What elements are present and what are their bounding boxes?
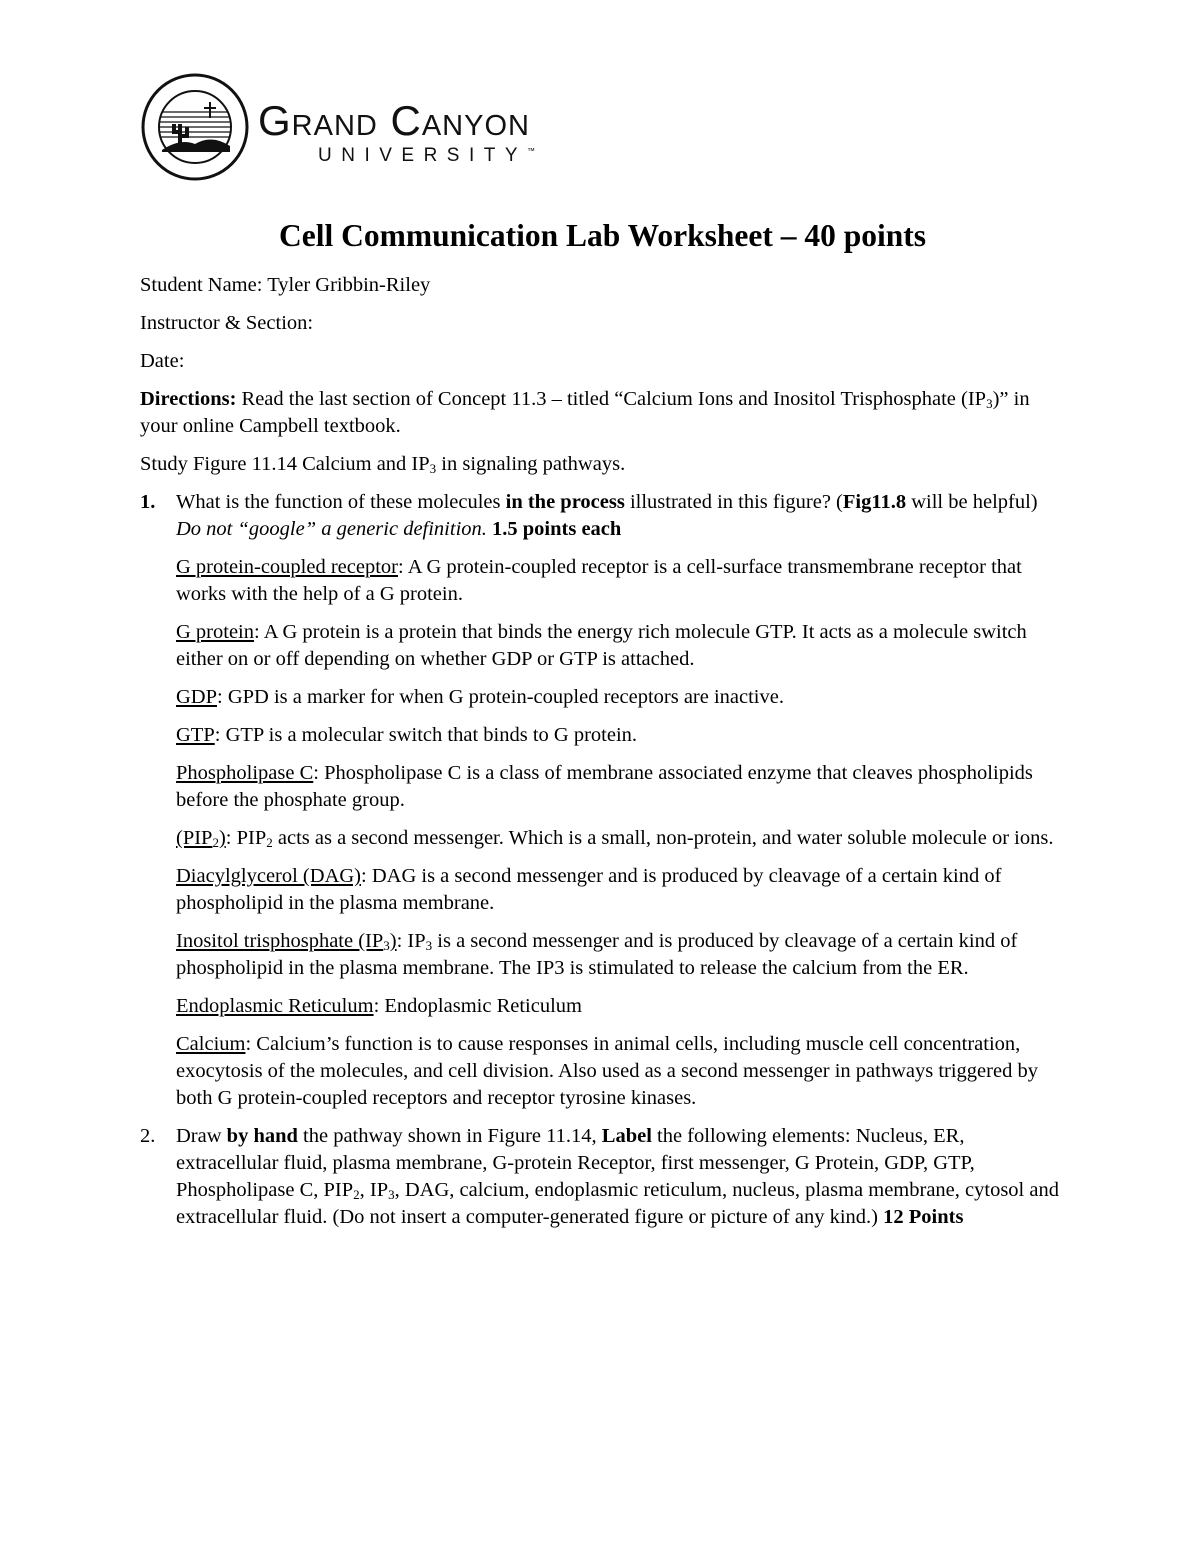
student-name-line: Student Name: Tyler Gribbin-Riley xyxy=(140,274,431,296)
instructor-line: Instructor & Section: xyxy=(140,312,314,334)
student-name-value: Tyler Gribbin-Riley xyxy=(267,274,431,296)
question-1: 1. What is the function of these molecules in the process illustrated in this figure? (Fig11.8 will be helpful) Do not “google” a generic definition. 1.5 points each xyxy=(140,491,1038,540)
study-line: Study Figure 11.14 Calcium and $IP_3$ in signaling pathways. xyxy=(140,453,626,476)
answer-gtp: GTP: GTP is a molecular switch that binds to G protein. xyxy=(176,724,638,746)
answer-gpcr: G protein-coupled receptor: A G protein-coupled receptor is a cell-surface transmembrane receptor that works with the help of a G protein. xyxy=(176,556,1022,605)
answer-gdp: GDP: GPD is a marker for when G protein-coupled receptors are inactive. xyxy=(176,686,784,708)
answer-phospholipase-c: Phospholipase C: Phospholipase C is a class of membrane associated enzyme that cleaves phospholipids before the phosphate group. xyxy=(176,762,1033,811)
page-title: Cell Communication Lab Worksheet – 40 points xyxy=(279,218,926,253)
directions: Directions: Read the last section of Concept 11.3 – titled “Calcium Ions and Inositol Trisphosphate $(IP_3)$” in your online Campbell textbook. xyxy=(140,388,1030,437)
answer-pip2: $(PIP_2)$: $PIP_2$ acts as a second messenger. Which is a small, non-protein, and water soluble molecule or ions. xyxy=(176,827,1054,850)
answer-g-protein: G protein: A G protein is a protein that binds the energy rich molecule GTP. It acts as a molecule switch either on or off depending on whether GDP or GTP is attached. xyxy=(176,621,1027,670)
answer-calcium: Calcium: Calcium’s function is to cause responses in animal cells, including muscle cell concentration, exocytosis of the molecules, and cell division. Also used as a second messenger in pathways triggered by both G protein-coupled receptors and receptor tyrosine kinases. xyxy=(176,1033,1038,1109)
answer-dag: Diacylglycerol (DAG): DAG is a second messenger and is produced by cleavage of a certain kind of phospholipid in the plasma membrane. xyxy=(176,865,1002,914)
university-logo xyxy=(140,72,535,182)
logo-sub: UNIVERSITY™ xyxy=(318,145,536,166)
answer-ip3: Inositol trisphosphate $(IP_3)$: $IP_3$ is a second messenger and is produced by cleavage of a certain kind of phospholipid in the plasma membrane. The IP3 is stimulated to release the calcium from the ER. xyxy=(176,930,1018,979)
question-2: 2. Draw by hand the pathway shown in Figure 11.14, Label the following elements: Nucleus, ER, extracellular fluid, plasma membrane, G-protein Receptor, first messenger, G Protein, GDP, GTP, Phospholipase C, $PIP_2$, $IP_3$, DAG, calcium, endoplasmic reticulum, nucleus, plasma membrane, cytosol and extracellular fluid. (Do not insert a computer-generated figure or picture of any kind.) 12 Points xyxy=(140,1125,1059,1228)
university-seal-icon xyxy=(140,72,250,182)
logo-name: Grand Canyon xyxy=(258,97,530,144)
answer-er: Endoplasmic Reticulum: Endoplasmic Reticulum xyxy=(176,995,582,1017)
date-line: Date: xyxy=(140,350,185,372)
worksheet-body xyxy=(140,215,1065,1242)
